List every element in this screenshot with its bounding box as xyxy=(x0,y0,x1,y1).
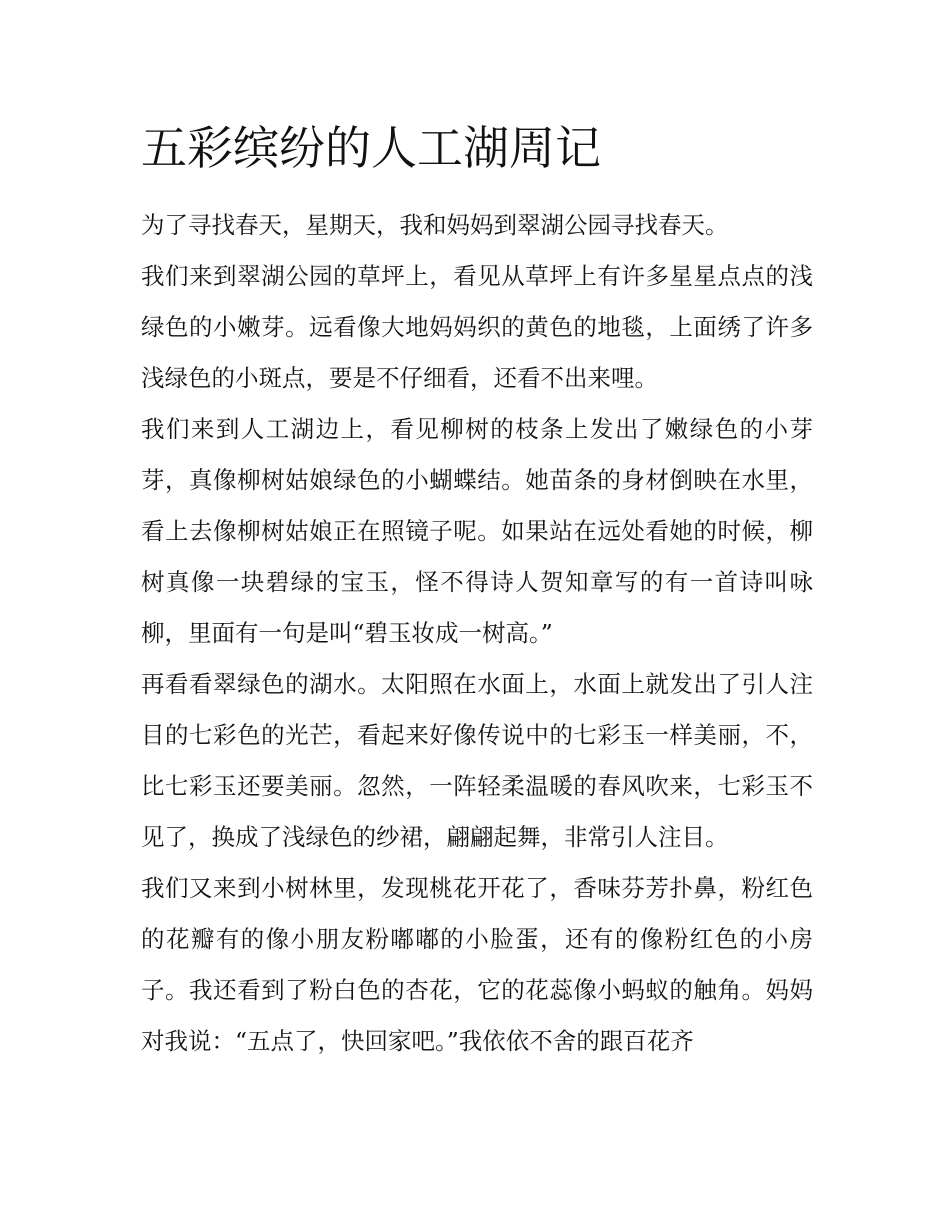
document-title: 五彩缤纷的人工湖周记 xyxy=(141,121,601,175)
paragraph-4: 再看看翠绿色的湖水。太阳照在水面上，水面上就发出了引人注目的七彩色的光芒，看起来好像传说中的七彩玉一样美丽，不，比七彩玉还要美丽。忽然，一阵轻柔温暖的春风吹来，七彩玉不见了，换成了浅绿色的纱裙，翩翩起舞，非常引人注目。 xyxy=(141,670,813,851)
paragraph-1: 为了寻找春天，星期天，我和妈妈到翠湖公园寻找春天。 xyxy=(141,211,729,239)
document-body xyxy=(141,118,813,1067)
paragraph-3: 我们来到人工湖边上，看见柳树的枝条上发出了嫩绿色的小芽芽，真像柳树姑娘绿色的小蝴蝶结。她苗条的身材倒映在水里，看上去像柳树姑娘正在照镜子呢。如果站在远处看她的时候，柳树真像一块碧绿的宝玉，怪不得诗人贺知章写的有一首诗叫咏柳，里面有一句是叫“碧玉妆成一树高。” xyxy=(141,415,813,647)
paragraph-2: 我们来到翠湖公园的草坪上，看见从草坪上有许多星星点点的浅绿色的小嫩芽。远看像大地妈妈织的黄色的地毯，上面绣了许多浅绿色的小斑点，要是不仔细看，还看不出来哩。 xyxy=(141,262,813,392)
paragraph-5: 我们又来到小树林里，发现桃花开花了，香味芬芳扑鼻，粉红色的花瓣有的像小朋友粉嘟嘟的小脸蛋，还有的像粉红色的小房子。我还看到了粉白色的杏花，它的花蕊像小蚂蚁的触角。妈妈对我说：“五点了，快回家吧。”我依依不舍的跟百花齐 xyxy=(141,874,813,1055)
